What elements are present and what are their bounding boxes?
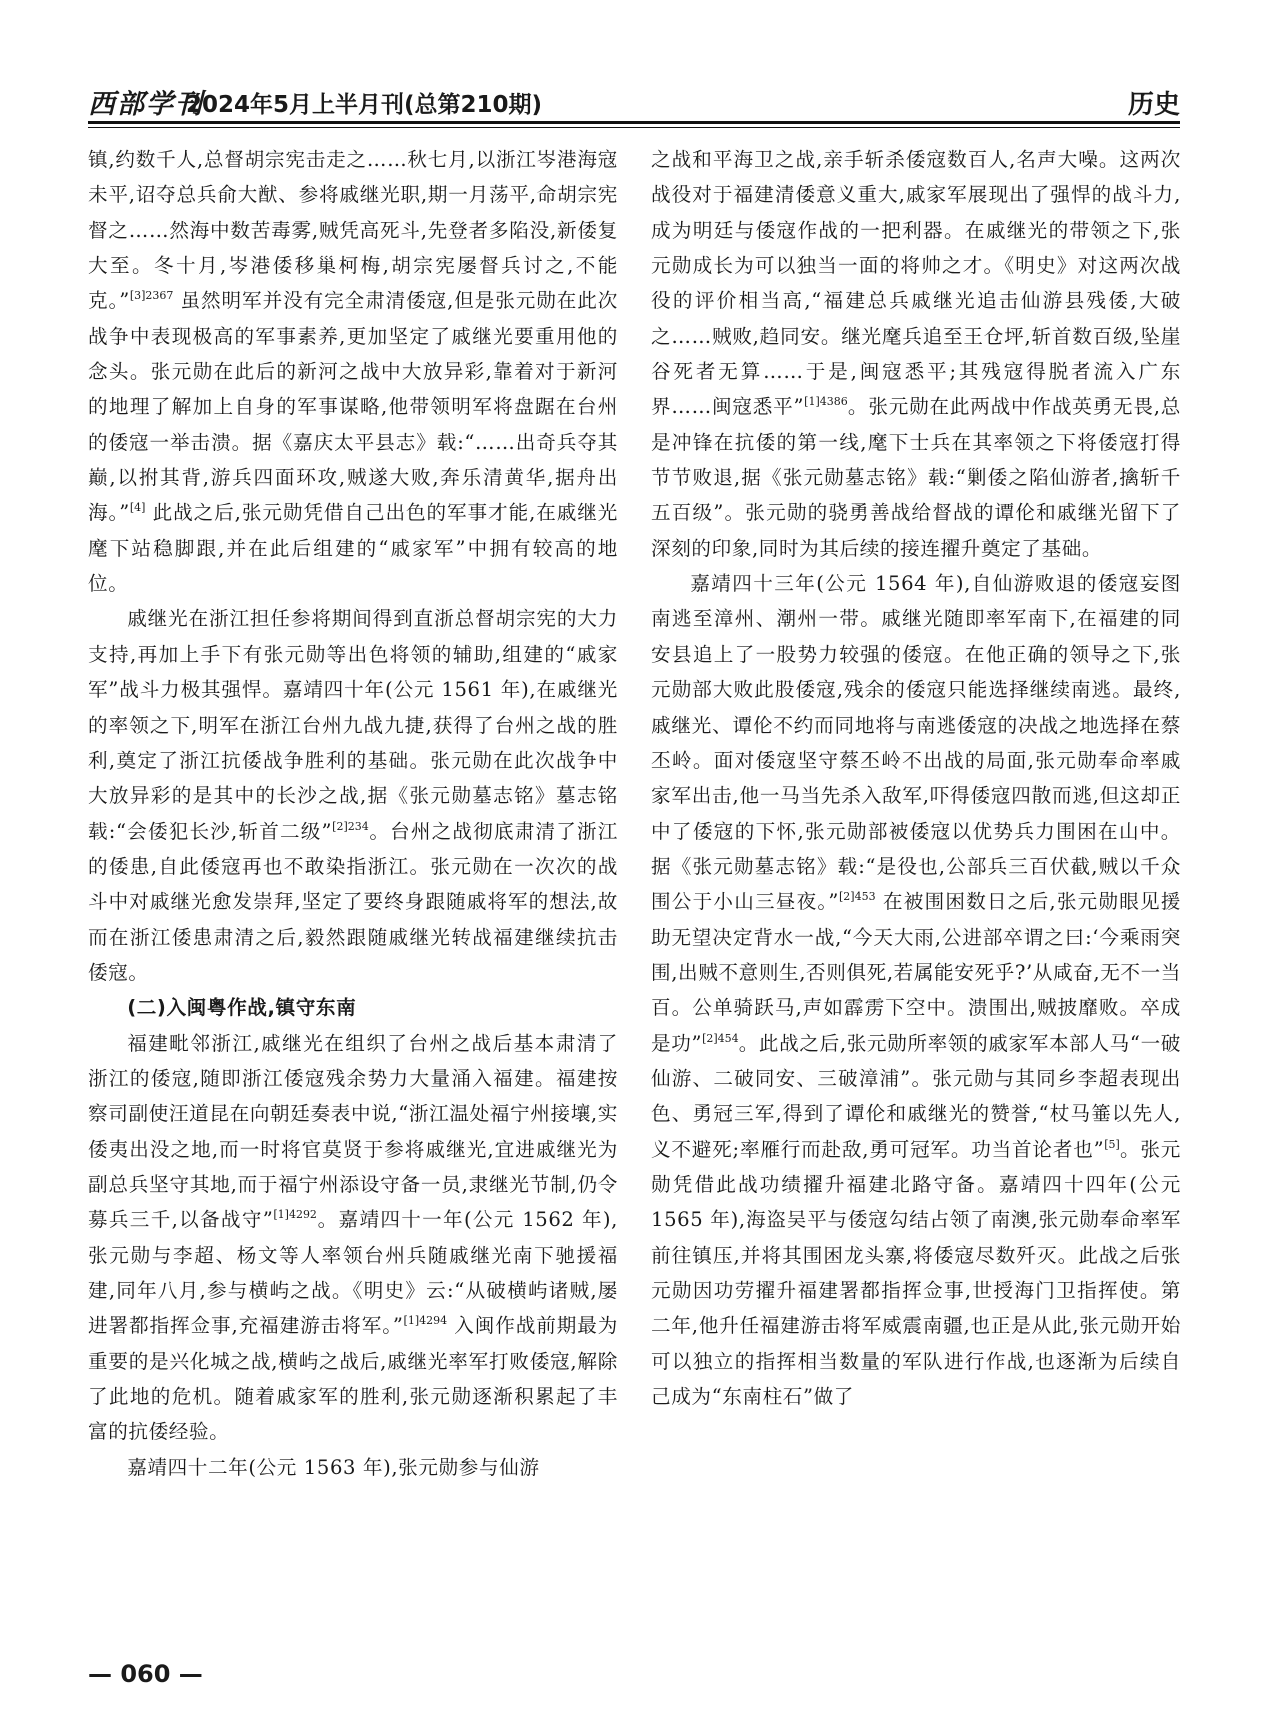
paragraph: 嘉靖四十二年(公元 1563 年),张元勋参与仙游 — [127, 1455, 540, 1479]
citation: [1]4294 — [403, 1314, 448, 1328]
issue-info: 2024年5月上半月刊(总第210期) — [186, 92, 543, 118]
citation: [1]4292 — [273, 1208, 317, 1222]
page-number: — 060 — — [88, 1660, 203, 1688]
right-column — [651, 142, 1181, 1414]
citation: [2]453 — [839, 890, 876, 904]
paragraph: 嘉靖四十三年(公元 1564 年),自仙游败退的倭寇妄图南逃至漳州、潮州一带。戚继光随即率军南下,在福建的同安县追上了一股势力较强的倭寇。在他正确的领导之下,张元勋部大败此股倭寇,残余的倭寇只能选择继续南逃。最终,戚继光、谭伦不约而同地将与南逃倭寇的决战之地选择在蔡丕岭。面对倭寇坚守蔡丕岭不出战的局面,张元勋奉命率戚家军出击,他一马当先杀入敌军,吓得倭寇四散而逃,但这却正中了倭寇的下怀,张元勋部被倭寇以优势兵力围困在山中。据《张元勋墓志铭》载:“是役也,公部兵三百伏截,贼以千众围公于小山三昼夜。”$^{[2]453}$ 在被围困数日之后,张元勋眼见援助无望决定背水一战,“今天大雨,公进部卒谓之曰:‘今乘雨突围,出贼不意则生,否则俱死,若属能安死乎?’从咸奋,无不一当百。公单骑跃马,声如霹雳下空中。溃围出,贼披靡败。卒成是功”$^{[2]454}$。此战之后,张元勋所率领的戚家军本部人马“一破仙游、二破同安、三破漳浦”。张元勋与其同乡李超表现出色、勇冠三军,得到了谭伦和戚继光的赞誉,“杖马箠以先人,义不避死;率雁行而赴敌,勇可冠军。功当首论者也”[5]。张元勋凭借此战功绩擢升福建北路守备。嘉靖四十四年(公元 1565 年),海盗吴平与倭寇勾结占领了南澳,张元勋奉命率军前往镇压,并将其围困龙头寨,将倭寇尽数歼灭。此战之后张元勋因功劳擢升福建署都指挥佥事,世授海门卫指挥使。第二年,他升任福建游击将军威震南疆,也正是从此,张元勋开始可以独立的指挥相当数量的军队进行作战,也逐渐为后续自己成为“东南柱石”做了 — [651, 572, 1181, 1409]
citation: [5] — [1104, 1137, 1120, 1151]
citation: [2]234 — [332, 819, 369, 833]
paragraph: 镇,约数千人,总督胡宗宪击走之……秋七月,以浙江岑港海寇未平,诏夺总兵俞大猷、参将戚继光职,期一月荡平,命胡宗宪督之……然海中数苦毒雾,贼凭高死斗,先登者多陷没,新倭复大至。冬十月,岑港倭移巢柯梅,胡宗宪屡督兵讨之,不能克。”$^{[3]2367}$ 虽然明军并没有完全肃清倭寇,但是张元勋在此次战争中表现极高的军事素养,更加坚定了戚继光要重用他的念头。张元勋在此后的新河之战中大放异彩,靠着对于新河的地理了解加上自身的军事谋略,他带领明军将盘踞在台州的倭寇一举击溃。据《嘉庆太平县志》载:“……出奇兵夺其巅,以拊其背,游兵四面环攻,贼遂大败,奔乐清黄华,据舟出海。”[4] 此战之后,张元勋凭借自己出色的军事才能,在戚继光麾下站稳脚跟,并在此后组建的“戚家军”中拥有较高的地位。 — [88, 148, 618, 596]
section-heading: (二)入闽粤作战,镇守东南 — [127, 996, 357, 1020]
citation: [4] — [129, 501, 146, 515]
paragraph: 福建毗邻浙江,戚继光在组织了台州之战后基本肃清了浙江的倭寇,随即浙江倭寇残余势力大量涌入福建。福建按察司副使汪道昆在向朝廷奏表中说,“浙江温处福宁州接壤,实倭夷出没之地,而一时将官莫贤于参将戚继光,宜进戚继光为副总兵坚守其地,而于福宁州添设守备一员,隶继光节制,仍令募兵三千,以备战守”$^{[1]4292}$。嘉靖四十一年(公元 1562 年),张元勋与李超、杨文等人率领台州兵随戚继光南下驰援福建,同年八月,参与横屿之战。《明史》云:“从破横屿诸贼,屡进署都指挥佥事,充福建游击将军。”$^{[1]4294}$ 入闽作战前期最为重要的是兴化城之战,横屿之战后,戚继光率军打败倭寇,解除了此地的危机。随着戚家军的胜利,张元勋逐渐积累起了丰富的抗倭经验。 — [88, 1031, 618, 1444]
paragraph: 戚继光在浙江担任参将期间得到直浙总督胡宗宪的大力支持,再加上手下有张元勋等出色将领的辅助,组建的“戚家军”战斗力极其强悍。嘉靖四十年(公元 1561 年),在戚继光的率领之下,明军在浙江台州九战九捷,获得了台州之战的胜利,奠定了浙江抗倭战争胜利的基础。张元勋在此次战争中大放异彩的是其中的长沙之战,据《张元勋墓志铭》墓志铭载:“会倭犯长沙,斩首二级”$^{[2]234}$。台州之战彻底肃清了浙江的倭患,自此倭寇再也不敢染指浙江。张元勋在一次次的战斗中对戚继光愈发崇拜,坚定了要终身跟随戚将军的想法,故而在浙江倭患肃清之后,毅然跟随戚继光转战福建继续抗击倭寇。 — [88, 607, 619, 984]
section-title: 历史 — [1127, 90, 1180, 120]
left-column — [88, 142, 618, 1485]
header-rule — [88, 121, 1180, 124]
paragraph: 之战和平海卫之战,亲手斩杀倭寇数百人,名声大噪。这两次战役对于福建清倭意义重大,戚家军展现出了强悍的战斗力,成为明廷与倭寇作战的一把利器。在戚继光的带领之下,张元勋成长为可以独当一面的将帅之才。《明史》对这两次战役的评价相当高,“福建总兵戚继光追击仙游县残倭,大破之……贼败,趋同安。继光麾兵追至王仓坪,斩首数百级,坠崖谷死者无算……于是,闽寇悉平;其残寇得脱者流入广东界……闽寇悉平”$^{[1]4386}$。张元勋在此两战中作战英勇无畏,总是冲锋在抗倭的第一线,麾下士兵在其率领之下将倭寇打得节节败退,据《张元勋墓志铭》载:“剿倭之陷仙游者,擒斩千五百级”。张元勋的骁勇善战给督战的谭伦和戚继光留下了深刻的印象,同时为其后续的接连擢升奠定了基础。 — [651, 148, 1181, 560]
citation: [3]2367 — [129, 289, 174, 303]
journal-name: 西部学刊 — [88, 89, 204, 120]
running-header — [88, 78, 1180, 118]
header-rule-thin — [88, 127, 1180, 128]
citation: [1]4386 — [804, 395, 848, 409]
citation: [2]454 — [702, 1031, 739, 1045]
